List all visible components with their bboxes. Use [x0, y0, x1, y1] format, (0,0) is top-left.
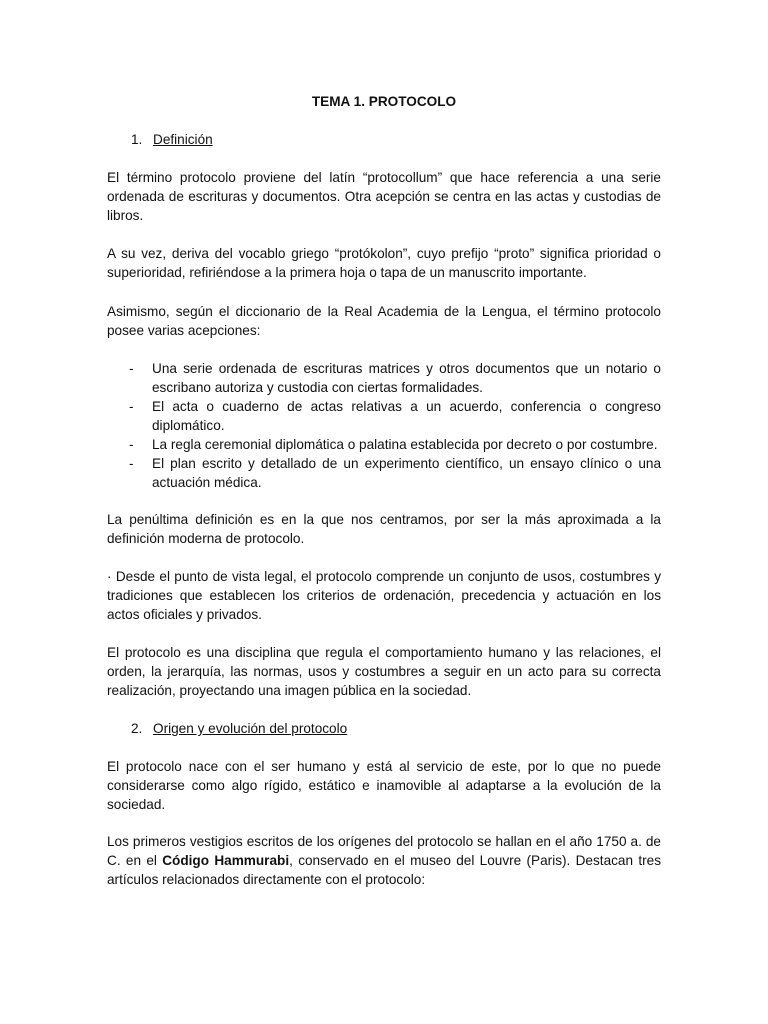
- document-title: TEMA 1. PROTOCOLO: [311, 94, 457, 109]
- list-item: [107, 454, 661, 492]
- section-title: Definición: [153, 132, 213, 147]
- list-item: [107, 359, 661, 397]
- list-marker: -: [129, 437, 134, 452]
- emphasis-code-name: Código Hammurabi: [162, 853, 290, 868]
- list-marker: -: [129, 456, 134, 471]
- list-item: [107, 435, 661, 454]
- paragraph: El término protocolo proviene del latín “protocollum” que hace referencia a una serie ordenada de escrituras y documentos. Otra acepción se centra en las actas y custodias de libros.: [107, 170, 661, 223]
- list-item: [107, 397, 661, 435]
- section-number: 1.: [131, 132, 143, 147]
- paragraph-text: , conservado en el museo del Louvre (Paris). Destacan tres artículos relacionados directamente con el protocolo:: [107, 853, 662, 887]
- section-number: 2.: [131, 721, 143, 736]
- paragraph-text: Los primeros vestigios escritos de los orígenes del protocolo se hallan en el año 1750 a. de C. en el: [107, 834, 661, 868]
- list-item-text: La regla ceremonial diplomática o palatina establecida por decreto o por costumbre.: [152, 437, 658, 452]
- list-marker: -: [129, 399, 134, 414]
- list-item-text: El acta o cuaderno de actas relativas a un acuerdo, conferencia o congreso diplomático.: [152, 399, 661, 433]
- list-item-text: El plan escrito y detallado de un experimento científico, un ensayo clínico o una actuación médica.: [152, 456, 661, 490]
- section-title: Origen y evolución del protocolo: [153, 721, 348, 736]
- paragraph: El protocolo nace con el ser humano y está al servicio de este, por lo que no puede considerarse como algo rígido, estático e inamovible al adaptarse a la evolución de la sociedad.: [107, 759, 661, 812]
- paragraph: La penúltima definición es en la que nos centramos, por ser la más aproximada a la definición moderna de protocolo.: [107, 512, 661, 546]
- paragraph: A su vez, deriva del vocablo griego “protókolon”, cuyo prefijo “proto” significa prioridad o superioridad, refiriéndose a la primera hoja o tapa de un manuscrito importante.: [107, 246, 661, 280]
- list-marker: -: [129, 361, 134, 376]
- paragraph: [107, 832, 661, 889]
- definition-list: [107, 359, 661, 492]
- paragraph: El protocolo es una disciplina que regula el comportamiento humano y las relaciones, el orden, la jerarquía, las normas, usos y costumbres a seguir en un acto para su correcta realización, proyectando una imagen pública en la sociedad.: [107, 645, 661, 698]
- list-item-text: Una serie ordenada de escrituras matrices y otros documentos que un notario o escribano autoriza y custodia con ciertas formalidades.: [152, 361, 661, 395]
- paragraph: · Desde el punto de vista legal, el protocolo comprende un conjunto de usos, costumbres y tradiciones que establecen los criterios de ordenación, precedencia y actuación en los actos oficiales y privados.: [107, 569, 661, 622]
- paragraph: Asimismo, según el diccionario de la Real Academia de la Lengua, el término protocolo posee varias acepciones:: [107, 304, 661, 338]
